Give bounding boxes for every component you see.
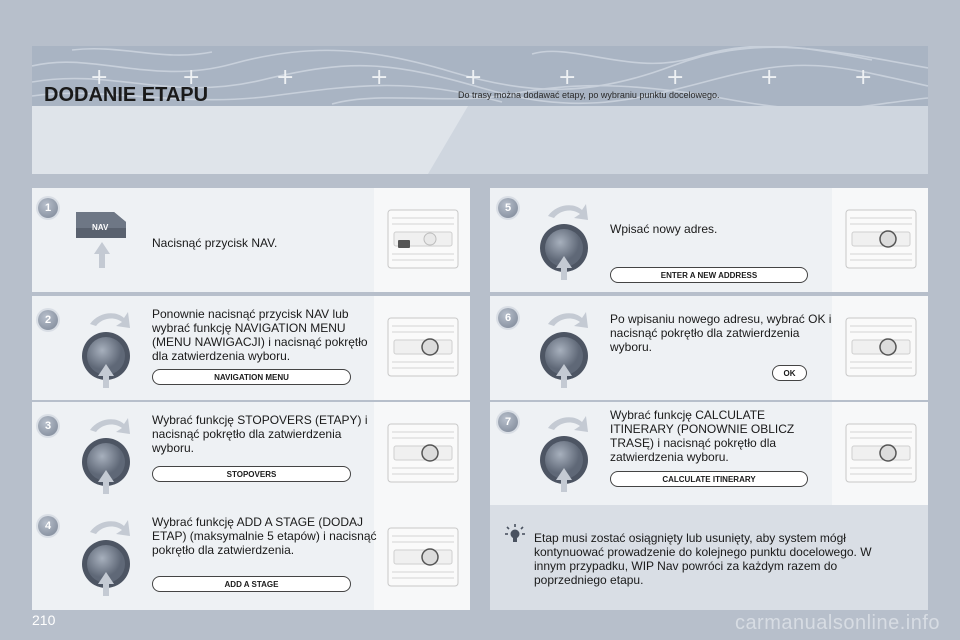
step-number-badge: 7 bbox=[498, 412, 518, 432]
radio-unit-knob-highlight-icon bbox=[374, 402, 470, 506]
step-3-text: Wybrać funkcję STOPOVERS (ETAPY) i nacisnąć pokrętło dla zatwierdzenia wyboru. bbox=[152, 413, 368, 455]
svg-text:+: + bbox=[854, 65, 873, 90]
page-number: 210 bbox=[32, 612, 56, 628]
radio-unit-knob-highlight-icon bbox=[832, 296, 928, 400]
rotary-knob-icon bbox=[76, 514, 140, 596]
radio-unit-thumbnail bbox=[374, 506, 470, 610]
stopovers-pill: STOPOVERS bbox=[152, 466, 351, 482]
svg-text:+: + bbox=[464, 65, 483, 90]
radio-unit-thumbnail bbox=[832, 188, 928, 292]
rotary-knob-illustration bbox=[76, 514, 140, 601]
svg-text:+: + bbox=[90, 65, 109, 90]
svg-text:+: + bbox=[558, 65, 577, 90]
step-number-badge: 6 bbox=[498, 308, 518, 328]
rotary-knob-illustration bbox=[534, 306, 598, 393]
radio-unit-thumbnail bbox=[374, 296, 470, 400]
step-number-badge: 5 bbox=[498, 198, 518, 218]
rotary-knob-icon bbox=[534, 410, 598, 492]
nav-key-illustration bbox=[74, 208, 134, 277]
step-number-badge: 3 bbox=[38, 416, 58, 436]
step-4-text: Wybrać funkcję ADD A STAGE (DODAJ ETAP) (maksymalnie 5 etapów) i nacisnąć pokrętło dla zatwierdzenia. bbox=[152, 515, 377, 557]
header-intro-panel bbox=[428, 106, 928, 174]
svg-text:+: + bbox=[666, 65, 685, 90]
step-1-text: Nacisnąć przycisk NAV. bbox=[152, 236, 278, 250]
radio-unit-nav-highlight-icon bbox=[374, 188, 470, 292]
rotary-knob-icon bbox=[76, 412, 140, 494]
radio-unit-thumbnail bbox=[832, 402, 928, 506]
enter-new-address-pill: ENTER A NEW ADDRESS bbox=[610, 267, 808, 283]
radio-unit-knob-highlight-icon bbox=[374, 506, 470, 610]
ok-pill: OK bbox=[772, 365, 807, 381]
step-6-text: Po wpisaniu nowego adresu, wybrać OK i nacisnąć pokrętło dla zatwierdzenia wyboru. bbox=[610, 312, 832, 354]
radio-unit-knob-highlight-icon bbox=[832, 402, 928, 506]
radio-unit-thumbnail bbox=[832, 296, 928, 400]
step-number-badge: 2 bbox=[38, 310, 58, 330]
step-5-text: Wpisać nowy adres. bbox=[610, 222, 718, 236]
svg-text:+: + bbox=[276, 65, 295, 90]
tip-text: Etap musi zostać osiągnięty lub usunięty, aby system mógł kontynuować prowadzenie do kolejnego punktu docelowego. W innym przypadku, WIP Nav powróci za każdym razem do poprzedniego etapu. bbox=[534, 531, 872, 587]
nav-button-icon bbox=[74, 208, 134, 272]
rotary-knob-illustration bbox=[534, 198, 598, 285]
step-number-badge: 1 bbox=[38, 198, 58, 218]
tip-panel bbox=[490, 505, 928, 610]
radio-unit-thumbnail bbox=[374, 188, 470, 292]
calculate-itinerary-pill: CALCULATE ITINERARY bbox=[610, 471, 808, 487]
page-title: DODANIE ETAPU bbox=[44, 84, 209, 106]
add-a-stage-pill: ADD A STAGE bbox=[152, 576, 351, 592]
svg-text:+: + bbox=[760, 65, 779, 90]
svg-text:+: + bbox=[370, 65, 389, 90]
lightbulb-icon bbox=[504, 523, 526, 550]
step-2-text: Ponownie nacisnąć przycisk NAV lub wybrać funkcję NAVIGATION MENU (MENU NAWIGACJI) i nacisnąć pokrętło dla zatwierdzenia wyboru. bbox=[152, 307, 368, 363]
step-number-badge: 4 bbox=[38, 516, 58, 536]
rotary-knob-icon bbox=[534, 198, 598, 280]
header-panel bbox=[32, 46, 928, 174]
radio-unit-knob-highlight-icon bbox=[374, 296, 470, 400]
navigation-menu-pill: NAVIGATION MENU bbox=[152, 369, 351, 385]
watermark: carmanualsonline.info bbox=[734, 612, 940, 634]
rotary-knob-illustration bbox=[76, 412, 140, 499]
intro-text: Do trasy można dodawać etapy, po wybraniu punktu docelowego. bbox=[458, 90, 720, 100]
rotary-knob-illustration bbox=[76, 306, 140, 393]
radio-unit-thumbnail bbox=[374, 402, 470, 506]
rotary-knob-icon bbox=[76, 306, 140, 388]
step-7-text: Wybrać funkcję CALCULATE ITINERARY (PONOWNIE OBLICZ TRASĘ) i nacisnąć pokrętło dla zatwierdzenia wyboru. bbox=[610, 408, 795, 464]
nav-key-label: NAV bbox=[92, 223, 109, 232]
radio-unit-knob-highlight-icon bbox=[832, 188, 928, 292]
rotary-knob-icon bbox=[534, 306, 598, 388]
rotary-knob-illustration bbox=[534, 410, 598, 497]
svg-text:+: + bbox=[182, 65, 201, 90]
